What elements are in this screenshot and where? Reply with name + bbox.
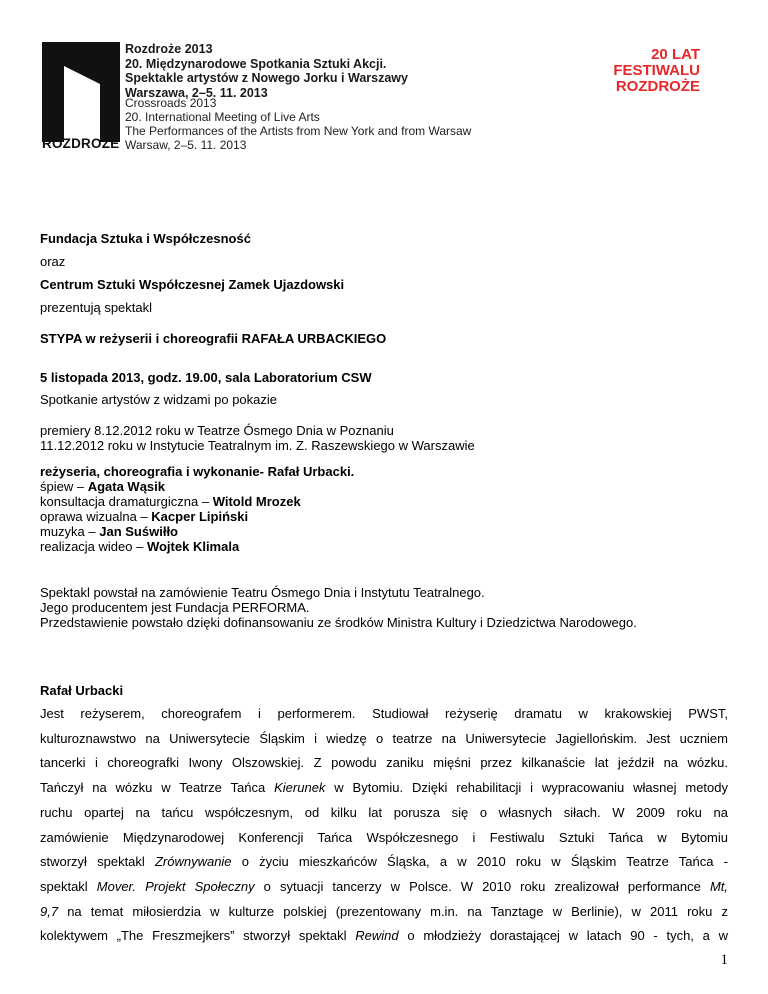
bio-line [40,900,728,925]
bio-text: na temat miłosierdzia w kulturze polskiej (prezentowany m.in. na Tanztage w Berlinie), w 2011 roku z [58,903,728,919]
logo-wordmark: ROZDROŻE [42,136,120,151]
credit-role: oprawa wizualna – [40,509,152,524]
bio-line: tancerki i choreografki Iwony Olszowskiej. Z powodu zaniku mięśni przez kilkanaście lat jeździł na wózku. [40,755,728,771]
header-english-text [125,96,471,152]
page-number: 1 [720,952,728,968]
bio-title: Mover. Projekt Społeczny [96,878,255,894]
bio-line: ruchu opartej na tańcu współczesnym, od kilku lat porusza się o własnych siłach. W 2009 roku na [40,804,728,820]
bio-text: kolektywem „The Freszmejkers” stworzył spektakl [40,928,356,944]
header-en-line: Warsaw, 2–5. 11. 2013 [125,138,247,152]
credit-name: Witold Mrozek [212,494,301,509]
meeting-note: Spotkanie artystów z widzami po pokazie [40,392,278,407]
credit-visual [40,509,354,524]
credit-name: Agata Wąsik [87,479,166,494]
header-pl-line: Spektakle artystów z Nowego Jorku i Warszawy [125,71,408,85]
header-pl-line: 20. Międzynarodowe Spotkania Sztuki Akcji. [125,56,387,71]
header-en-line: The Performances of the Artists from New York and from Warsaw [125,124,472,138]
bio-text: Tańczył na wózku w Teatrze Tańca [40,780,275,796]
production-line: Jego producentem jest Fundacja PERFORMA. [40,600,310,615]
production-block [40,585,637,630]
header-en-line: Crossroads 2013 [125,96,217,110]
bio-line [40,850,728,875]
bio-line [40,776,728,801]
credit-role: śpiew – [40,479,88,494]
header-pl-line: Warszawa, 2–5. 11. 2013 [125,85,268,100]
credit-name: Wojtek Klimala [146,539,240,554]
bio-paragraph [40,702,728,949]
bio-text: o młodzieży dorastającej w latach 90 - tych, a w [398,928,728,944]
bio-line [40,875,728,900]
bio-text: stworzył spektakl [40,854,155,870]
anniversary-line: FESTIWALU [613,62,700,79]
anniversary-line: ROZDROŻE [615,78,700,95]
bio-text: o sytuacji tancerzy w Polsce. W 2010 roku zrealizował performance [254,878,710,894]
credit-dramaturgy [40,494,354,509]
bio-title: Zrównywanie [154,854,232,870]
bio-line: Jest reżyserem, choreografem i performerem. Studiował reżyserię dramatu w krakowskiej PWST, [40,706,728,721]
header-en-line: 20. International Meeting of Live Arts [125,110,320,124]
bio-line [40,924,728,949]
bio-text: spektakl [40,878,97,894]
bio-title: Rewind [355,928,399,944]
bio-line: kulturoznawstwo na Uniwersytecie Śląskim i wiedzę o teatrze na Uniwersytecie Jagiellońskim. Jest uczniem [40,730,728,746]
credit-video [40,539,354,554]
header-polish-text [125,42,408,100]
credit-name: Kacper Lipiński [151,509,249,524]
present-text: prezentują spektakl [40,300,153,315]
credit-role: konsultacja dramaturgiczna – [40,494,213,509]
presenter-org-1: Fundacja Sztuka i Współczesność [40,231,251,246]
anniversary-badge [613,47,700,95]
credits-block [40,464,354,554]
conjunction: oraz [40,254,66,269]
bio-line: zamówienie Międzynarodowej Konferencji Tańca Współczesnego i Festiwalu Sztuki Tańca w Bytomiu [40,829,728,845]
premiere-line-1: premiery 8.12.2012 roku w Teatrze Ósmego Dnia w Poznaniu [40,423,394,438]
credit-role: muzyka – [40,524,100,539]
credit-role: realizacja wideo – [40,539,147,554]
bio-title: Kierunek [274,780,326,796]
credit-singing [40,479,354,494]
credit-name: Jan Suświłło [99,524,178,539]
bio-title: 9,7 [40,903,59,919]
credit-director: reżyseria, choreografia i wykonanie- Rafał Urbacki. [40,464,355,479]
performance-date: 5 listopada 2013, godz. 19.00, sala Laboratorium CSW [40,370,372,385]
header-pl-line: Rozdroże 2013 [125,42,213,56]
presenter-org-2: Centrum Sztuki Współczesnej Zamek Ujazdowski [40,277,345,292]
production-line: Przedstawienie powstało dzięki dofinansowaniu ze środków Ministra Kultury i Dziedzictwa Narodowego. [40,615,637,630]
bio-text: w Bytomiu. Dzięki rehabilitacji i wypracowaniu własnej metody [325,780,728,796]
rozdroze-logo-icon [42,42,120,142]
anniversary-line: 20 LAT [651,46,700,63]
production-line: Spektakl powstał na zamówienie Teatru Ósmego Dnia i Instytutu Teatralnego. [40,585,485,600]
bio-heading: Rafał Urbacki [40,683,124,698]
premiere-line-2: 11.12.2012 roku w Instytucie Teatralnym im. Z. Raszewskiego w Warszawie [40,438,475,453]
bio-text: o życiu mieszkańców Śląska, a w 2010 roku w Śląskim Teatrze Tańca - [231,854,728,870]
bio-title: Mt, [709,878,728,894]
performance-title: STYPA w reżyserii i choreografii RAFAŁA URBACKIEGO [40,331,387,346]
credit-music [40,524,354,539]
